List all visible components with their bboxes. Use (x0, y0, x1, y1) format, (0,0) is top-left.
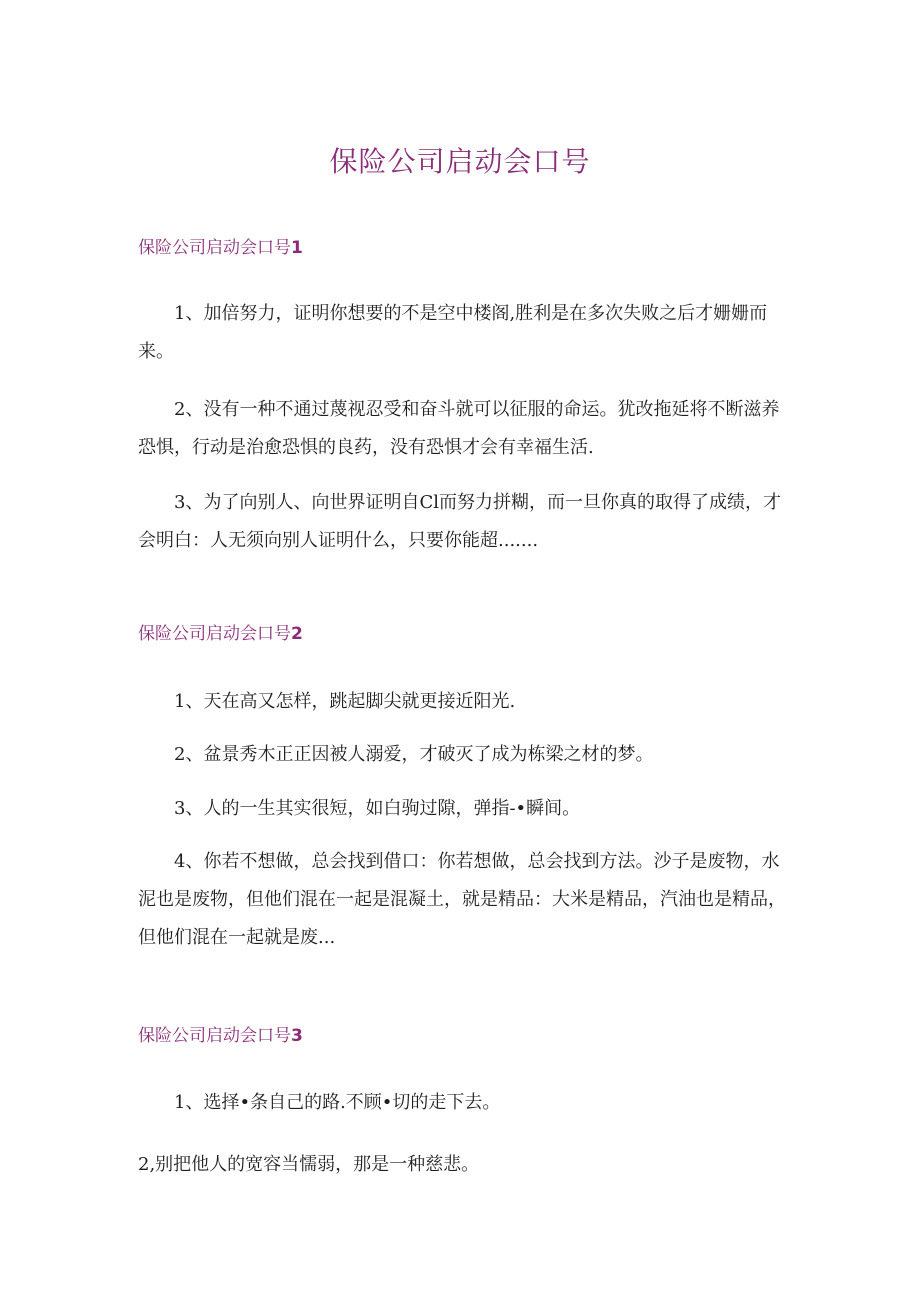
slogan-paragraph: 1、天在高又怎样，跳起脚尖就更接近阳光. (174, 691, 516, 712)
section-heading-number: 2 (291, 624, 303, 644)
slogan-paragraph: 2、盆景秀木正正因被人溺爱，才破灭了成为栋梁之材的梦。 (174, 744, 654, 765)
document-title: 保险公司启动会口号 (329, 145, 591, 178)
section-heading-text: 保险公司启动会口号 (138, 238, 291, 258)
section-heading-number: 1 (291, 238, 303, 258)
section-heading-2 (138, 622, 303, 646)
slogan-paragraph: 2,别把他人的宽容当懦弱，那是一种慈悲。 (138, 1154, 480, 1175)
section-heading-text: 保险公司启动会口号 (138, 1026, 291, 1046)
section-heading-1 (138, 236, 303, 260)
slogan-paragraph: 1、选择•条自己的路.不顾•切的走下去。 (174, 1092, 501, 1113)
slogan-paragraph: 4、你若不想做，总会找到借口：你若想做，总会找到方法。沙子是废物，水泥也是废物，但他们混在一起是混凝土，就是精品：大米是精品，汽油也是精品，但他们混在一起就是废... (138, 851, 786, 948)
slogan-paragraph: 2、没有一种不通过蔑视忍受和奋斗就可以征服的命运。犹改拖延将不断滋养恐惧，行动是治愈恐惧的良药，没有恐惧才会有幸福生活. (138, 399, 780, 458)
slogan-paragraph: 3、为了向别人、向世界证明自Cl而努力拼糊，而一旦你真的取得了成绩，才会明白：人无须向别人证明什么，只要你能超....... (138, 492, 781, 551)
section-heading-text: 保险公司启动会口号 (138, 624, 291, 644)
slogan-paragraph: 3、人的一生其实很短，如白驹过隙，弹指-•瞬间。 (174, 798, 581, 819)
section-heading-3 (138, 1024, 303, 1048)
slogan-paragraph: 1、加倍努力，证明你想要的不是空中楼阁,胜利是在多次失败之后才姗姗而来。 (138, 303, 768, 362)
section-heading-number: 3 (291, 1026, 303, 1046)
